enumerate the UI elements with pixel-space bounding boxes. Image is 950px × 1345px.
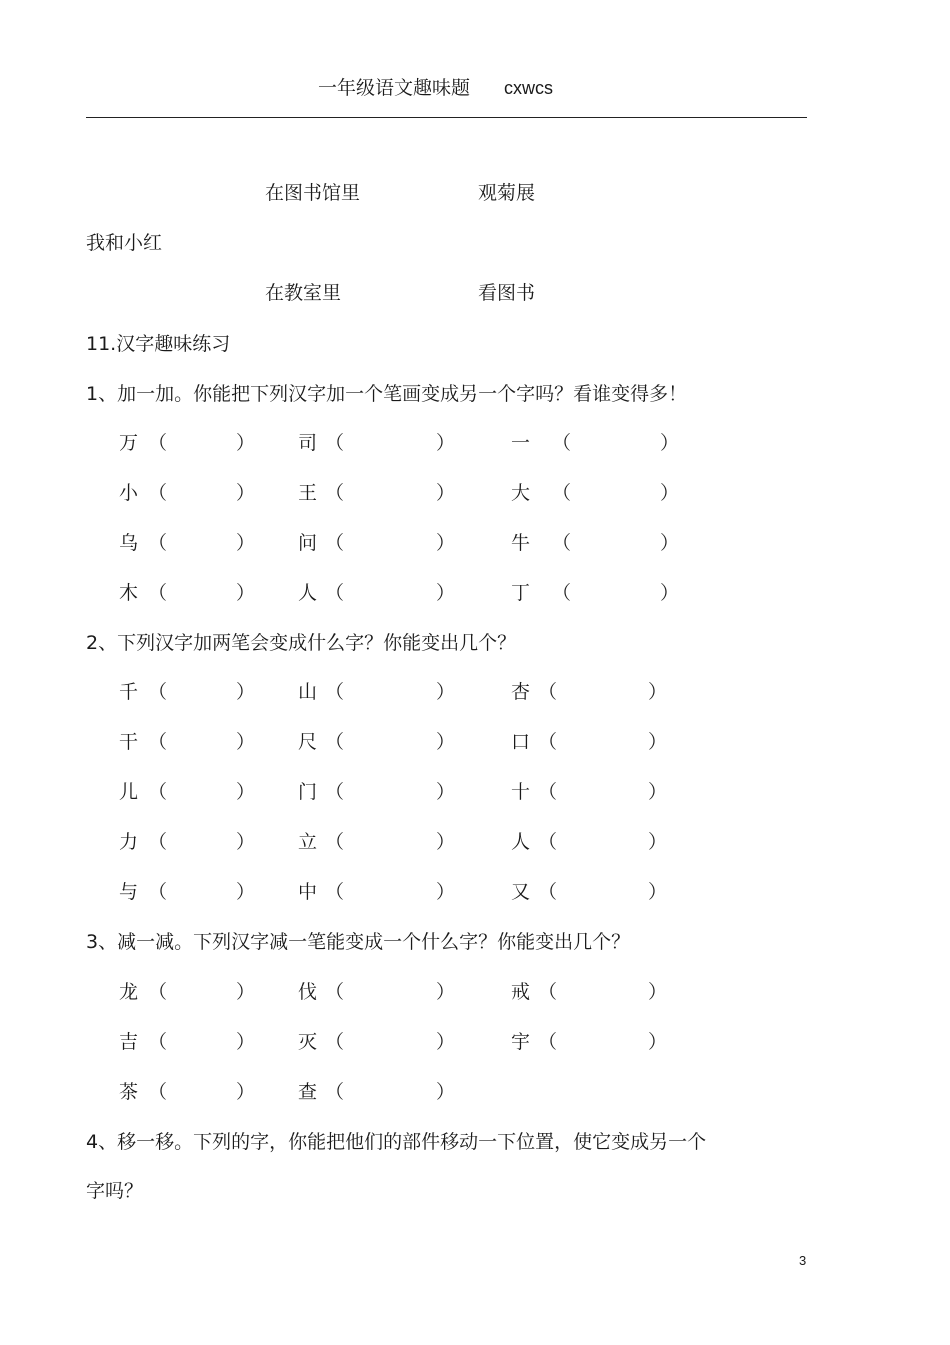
q1-prompt: 1、加一加。你能把下列汉字加一个笔画变成另一个字吗？看谁变得多！: [86, 383, 688, 405]
answer-blank[interactable]: [347, 981, 436, 1003]
answer-blank[interactable]: [347, 881, 436, 903]
answer-paren-open: （: [325, 781, 345, 803]
answer-paren-close: ）: [236, 831, 256, 853]
answer-paren-open: （: [538, 831, 558, 853]
answer-blank[interactable]: [347, 1031, 436, 1053]
answer-char: 杏: [511, 681, 531, 703]
answer-blank[interactable]: [347, 731, 436, 753]
answer-char: 大: [511, 482, 531, 504]
document-header: [318, 73, 553, 100]
answer-paren-close: ）: [436, 1081, 456, 1103]
answer-blank[interactable]: [170, 1031, 236, 1053]
answer-paren-close: ）: [436, 482, 456, 504]
answer-paren-close: ）: [660, 532, 680, 554]
answer-blank[interactable]: [347, 532, 436, 554]
answer-paren-close: ）: [236, 532, 256, 554]
answer-blank[interactable]: [347, 482, 436, 504]
answer-paren-close: ）: [648, 831, 668, 853]
answer-paren-open: （: [552, 532, 572, 554]
answer-char: 与: [119, 881, 139, 903]
answer-paren-close: ）: [236, 731, 256, 753]
answer-char: 小: [119, 482, 139, 504]
activity-chrysanthemum: 观菊展: [478, 182, 536, 204]
answer-paren-close: ）: [236, 582, 256, 604]
answer-paren-close: ）: [236, 981, 256, 1003]
answer-paren-open: （: [552, 482, 572, 504]
answer-char: 乌: [119, 532, 139, 554]
q4-prompt-line1: 4、移一移。下列的字，你能把他们的部件移动一下位置，使它变成另一个: [86, 1131, 707, 1153]
answer-paren-close: ）: [236, 881, 256, 903]
answer-paren-close: ）: [236, 432, 256, 454]
answer-paren-open: （: [148, 1031, 168, 1053]
answer-blank[interactable]: [347, 831, 436, 853]
answer-paren-open: （: [538, 731, 558, 753]
answer-char: 灭: [298, 1031, 318, 1053]
answer-char: 牛: [511, 532, 531, 554]
answer-paren-open: （: [552, 432, 572, 454]
answer-char: 吉: [119, 1031, 139, 1053]
answer-paren-open: （: [148, 532, 168, 554]
answer-paren-close: ）: [660, 582, 680, 604]
header-rule: [86, 117, 807, 118]
answer-paren-close: ）: [648, 881, 668, 903]
answer-paren-open: （: [325, 981, 345, 1003]
answer-char: 儿: [119, 781, 139, 803]
answer-char: 王: [298, 482, 318, 504]
answer-paren-close: ）: [648, 1031, 668, 1053]
answer-blank[interactable]: [347, 681, 436, 703]
answer-paren-close: ）: [236, 482, 256, 504]
answer-paren-close: ）: [436, 681, 456, 703]
answer-blank[interactable]: [560, 881, 648, 903]
answer-paren-open: （: [538, 781, 558, 803]
q4-prompt-line2: 字吗？: [86, 1180, 144, 1202]
answer-paren-open: （: [538, 681, 558, 703]
answer-char: 问: [298, 532, 318, 554]
answer-char: 宇: [511, 1031, 531, 1053]
answer-char: 万: [119, 432, 139, 454]
answer-blank[interactable]: [347, 1081, 436, 1103]
answer-blank[interactable]: [170, 681, 236, 703]
answer-paren-open: （: [538, 881, 558, 903]
answer-blank[interactable]: [170, 831, 236, 853]
answer-char: 人: [298, 582, 318, 604]
answer-char: 查: [298, 1081, 318, 1103]
answer-blank[interactable]: [560, 781, 648, 803]
answer-paren-open: （: [325, 1081, 345, 1103]
answer-blank[interactable]: [574, 432, 660, 454]
q3-prompt: 3、减一减。下列汉字减一笔能变成一个什么字？你能变出几个？: [86, 931, 631, 953]
answer-paren-open: （: [325, 482, 345, 504]
answer-paren-close: ）: [436, 881, 456, 903]
answer-paren-close: ）: [648, 981, 668, 1003]
answer-paren-close: ）: [236, 1081, 256, 1103]
answer-blank[interactable]: [170, 1081, 236, 1103]
answer-paren-close: ）: [436, 582, 456, 604]
answer-paren-close: ）: [648, 731, 668, 753]
answer-paren-open: （: [325, 432, 345, 454]
answer-paren-close: ）: [236, 781, 256, 803]
answer-paren-close: ）: [648, 781, 668, 803]
answer-paren-open: （: [325, 681, 345, 703]
answer-blank[interactable]: [347, 781, 436, 803]
answer-paren-open: （: [325, 831, 345, 853]
answer-paren-close: ）: [660, 432, 680, 454]
answer-paren-open: （: [325, 1031, 345, 1053]
answer-char: 中: [298, 881, 318, 903]
answer-char: 干: [119, 731, 139, 753]
answer-paren-close: ）: [436, 981, 456, 1003]
answer-paren-open: （: [148, 981, 168, 1003]
answer-char: 木: [119, 582, 139, 604]
header-code: cxwcs: [504, 78, 554, 98]
answer-blank[interactable]: [560, 831, 648, 853]
answer-paren-open: （: [325, 731, 345, 753]
answer-paren-open: （: [148, 781, 168, 803]
answer-char: 门: [298, 781, 318, 803]
answer-paren-close: ）: [436, 831, 456, 853]
answer-char: 力: [119, 831, 139, 853]
answer-blank[interactable]: [170, 432, 236, 454]
answer-blank[interactable]: [574, 532, 660, 554]
answer-paren-open: （: [148, 482, 168, 504]
answer-char: 茶: [119, 1081, 139, 1103]
answer-blank[interactable]: [574, 482, 660, 504]
answer-paren-open: （: [148, 731, 168, 753]
answer-char: 立: [298, 831, 318, 853]
answer-paren-close: ）: [236, 681, 256, 703]
answer-paren-close: ）: [236, 1031, 256, 1053]
answer-paren-open: （: [325, 582, 345, 604]
answer-char: 司: [298, 432, 318, 454]
answer-char: 山: [298, 681, 318, 703]
answer-blank[interactable]: [560, 981, 648, 1003]
answer-char: 千: [119, 681, 139, 703]
answer-paren-close: ）: [648, 681, 668, 703]
answer-blank[interactable]: [170, 731, 236, 753]
answer-paren-open: （: [148, 1081, 168, 1103]
page-number: 3: [799, 1253, 807, 1268]
answer-paren-open: （: [148, 881, 168, 903]
q2-prompt: 2、下列汉字加两笔会变成什么字？你能变出几个？: [86, 632, 517, 654]
answer-blank[interactable]: [560, 1031, 648, 1053]
answer-paren-open: （: [538, 981, 558, 1003]
answer-paren-open: （: [325, 881, 345, 903]
place-library: 在图书馆里: [265, 182, 361, 204]
answer-blank[interactable]: [347, 432, 436, 454]
answer-paren-close: ）: [436, 532, 456, 554]
answer-blank[interactable]: [347, 582, 436, 604]
answer-blank[interactable]: [170, 781, 236, 803]
answer-blank[interactable]: [170, 981, 236, 1003]
answer-paren-open: （: [148, 432, 168, 454]
answer-paren-open: （: [325, 532, 345, 554]
answer-char: 十: [511, 781, 531, 803]
answer-blank[interactable]: [574, 582, 660, 604]
answer-paren-close: ）: [436, 432, 456, 454]
header-title: 一年级语文趣味题: [318, 77, 471, 99]
answer-paren-open: （: [148, 681, 168, 703]
answer-paren-close: ）: [660, 482, 680, 504]
answer-blank[interactable]: [170, 532, 236, 554]
answer-char: 又: [511, 881, 531, 903]
answer-char: 丁: [511, 582, 531, 604]
answer-paren-close: ）: [436, 731, 456, 753]
answer-blank[interactable]: [170, 582, 236, 604]
answer-char: 戒: [511, 981, 531, 1003]
answer-char: 龙: [119, 981, 139, 1003]
answer-paren-open: （: [552, 582, 572, 604]
answer-paren-open: （: [538, 1031, 558, 1053]
answer-paren-close: ）: [436, 1031, 456, 1053]
activity-read-books: 看图书: [478, 282, 536, 304]
answer-blank[interactable]: [170, 881, 236, 903]
answer-char: 尺: [298, 731, 318, 753]
answer-char: 伐: [298, 981, 318, 1003]
answer-blank[interactable]: [170, 482, 236, 504]
section-title: 11.汉字趣味练习: [86, 333, 231, 355]
answer-char: 口: [511, 731, 531, 753]
answer-paren-open: （: [148, 582, 168, 604]
answer-blank[interactable]: [560, 681, 648, 703]
answer-paren-close: ）: [436, 781, 456, 803]
answer-blank[interactable]: [560, 731, 648, 753]
answer-char: 人: [511, 831, 531, 853]
subject-text: 我和小红: [86, 232, 163, 254]
answer-char: 一: [511, 432, 531, 454]
answer-paren-open: （: [148, 831, 168, 853]
place-classroom: 在教室里: [265, 282, 342, 304]
